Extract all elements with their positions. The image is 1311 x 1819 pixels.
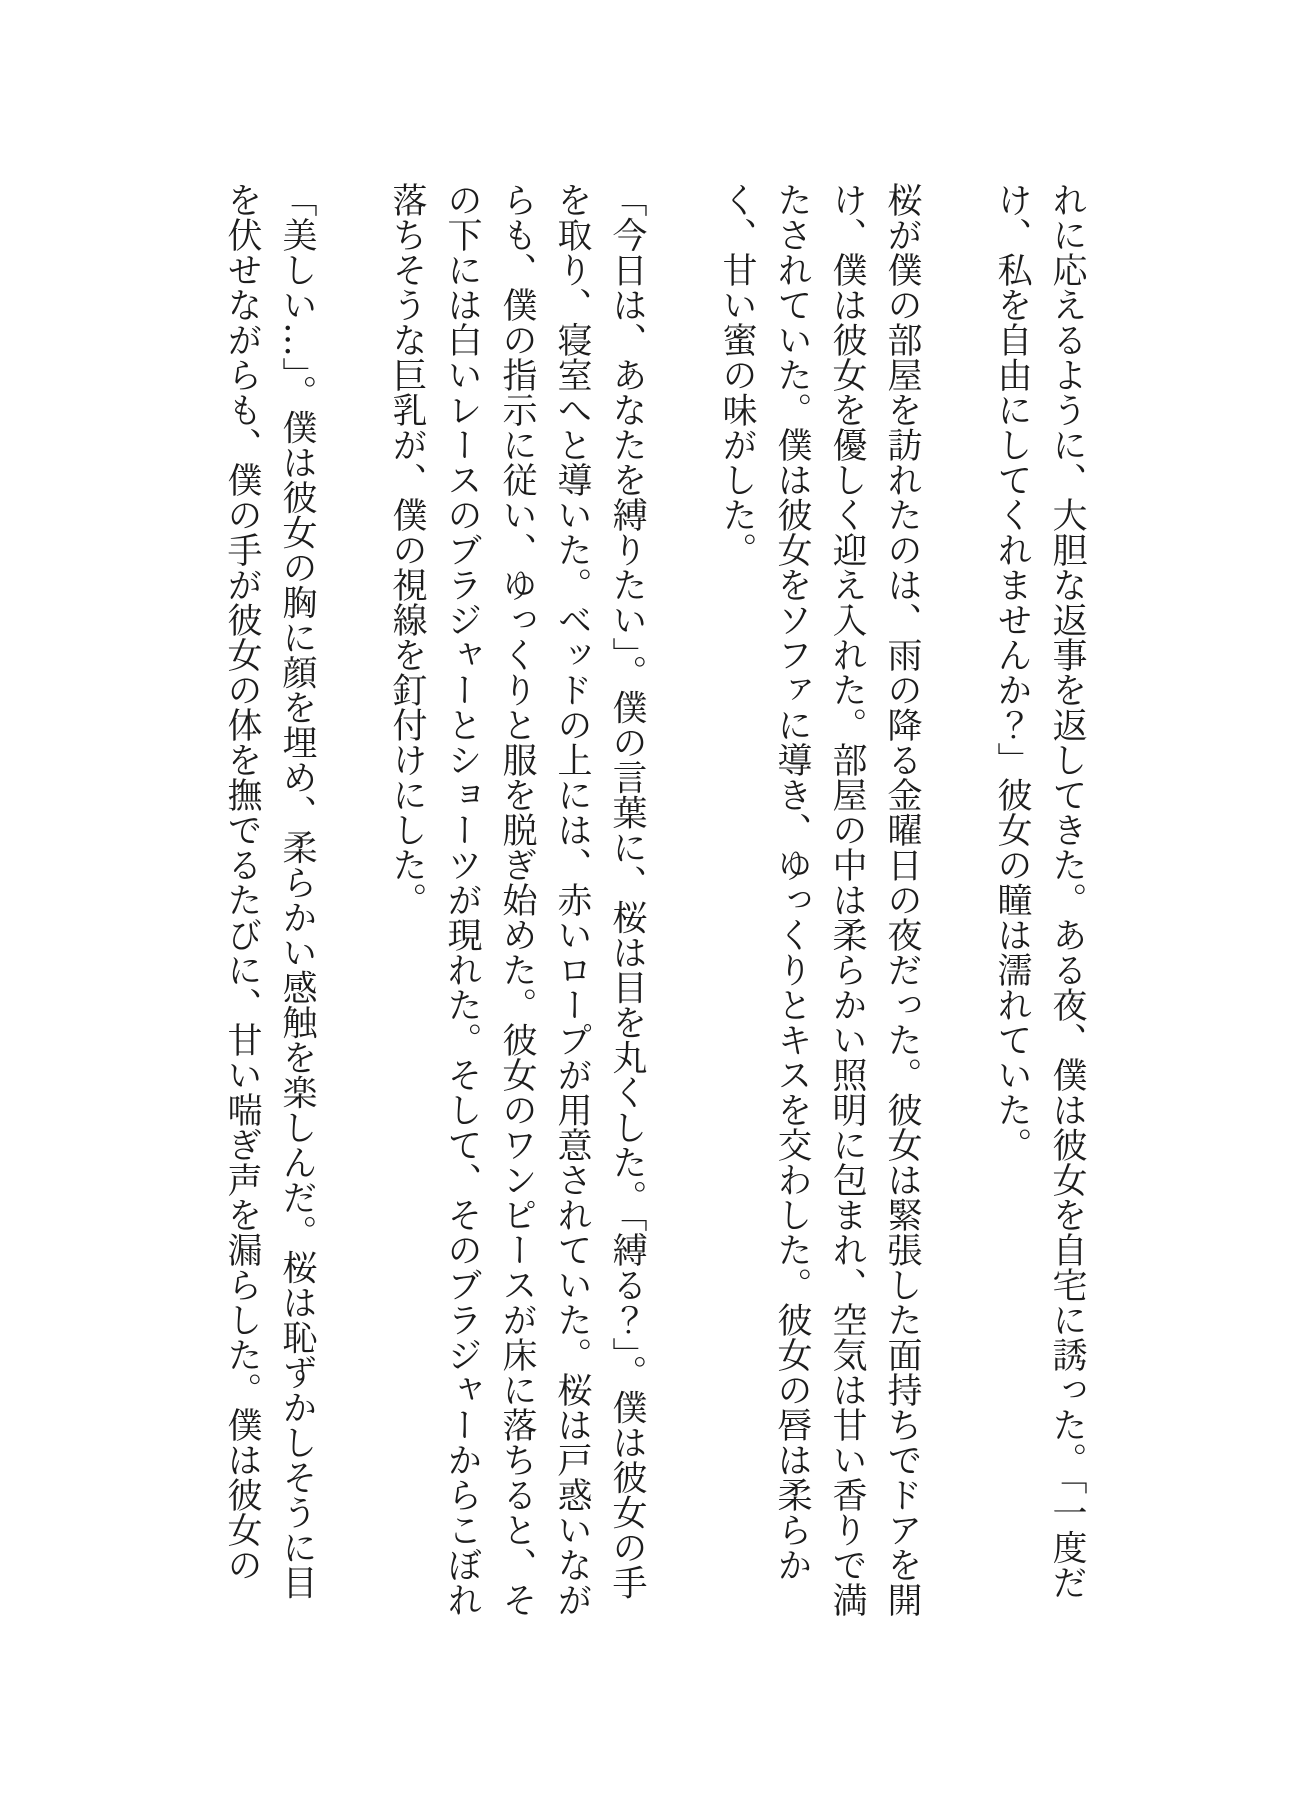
vertical-text-body <box>214 182 1094 1627</box>
paragraph: れに応えるように、大胆な返事を返してきた。ある夜、僕は彼女を自宅に誘った。「一度だけ、私を自由にしてくれませんか？」彼女の瞳は濡れていた。 <box>992 182 1087 1600</box>
paragraph: 「美しい…」。僕は彼女の胸に顔を埋め、柔らかい感触を楽しんだ。桜は恥ずかしそうに目を伏せながらも、僕の手が彼女の体を撫でるたびに、甘い喘ぎ声を漏らした。僕は彼女の <box>222 182 317 1600</box>
paragraph: 桜が僕の部屋を訪れたのは、雨の降る金曜日の夜だった。彼女は緊張した面持ちでドアを開け、僕は彼女を優しく迎え入れた。部屋の中は柔らかい照明に包まれ、空気は甘い香りで満たされていた。僕は彼女をソファに導き、ゆっくりとキスを交わした。彼女の唇は柔らかく、甘い蜜の味がした。 <box>717 182 922 1617</box>
paragraph: 「今日は、あなたを縛りたい」。僕の言葉に、桜は目を丸くした。「縛る？」。僕は彼女の手を取り、寝室へと導いた。ベッドの上には、赤いロープが用意されていた。桜は戸惑いながらも、僕の指示に従い、ゆっくりと服を脱ぎ始めた。彼女のワンピースが床に落ちると、その下には白いレースのブラジャーとショーツが現れた。そして、そのブラジャーからこぼれ落ちそうな巨乳が、僕の視線を釘付けにした。 <box>387 182 647 1617</box>
